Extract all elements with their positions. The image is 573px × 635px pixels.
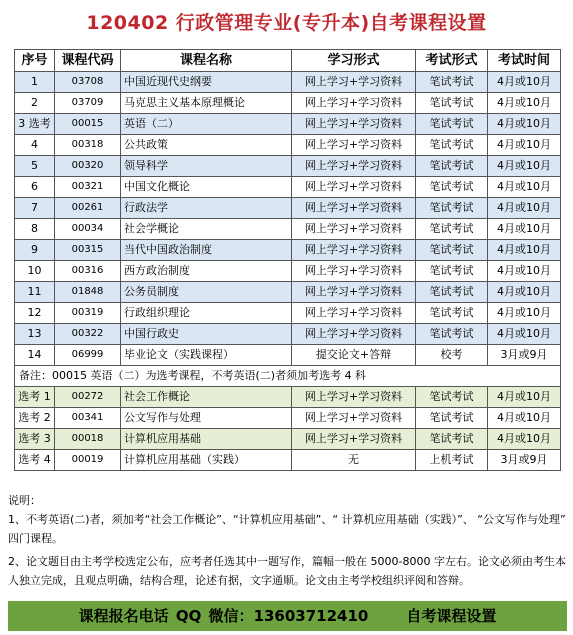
course-table	[14, 49, 561, 471]
cell-name: 西方政治制度	[121, 261, 292, 282]
cell-name: 领导科学	[121, 156, 292, 177]
cell-code: 06999	[55, 345, 121, 366]
cell-study: 网上学习+学习资料	[292, 198, 416, 219]
cell-time: 4月或10月	[488, 324, 561, 345]
elective-row	[15, 408, 561, 429]
cell-exam: 笔试考试	[416, 135, 488, 156]
cell-name: 计算机应用基础（实践）	[121, 450, 292, 471]
cell-time: 4月或10月	[488, 429, 561, 450]
cell-study: 网上学习+学习资料	[292, 387, 416, 408]
cell-code: 00320	[55, 156, 121, 177]
table-row	[15, 114, 561, 135]
cell-time: 4月或10月	[488, 156, 561, 177]
footer-label: 课程报名电话 QQ 微信：	[78, 607, 254, 625]
cell-time: 4月或10月	[488, 219, 561, 240]
explanation	[8, 491, 568, 590]
table-row	[15, 93, 561, 114]
cell-exam: 校考	[416, 345, 488, 366]
cell-exam: 笔试考试	[416, 72, 488, 93]
table-row	[15, 303, 561, 324]
table-row	[15, 261, 561, 282]
cell-code: 00319	[55, 303, 121, 324]
cell-exam: 上机考试	[416, 450, 488, 471]
elective-row	[15, 450, 561, 471]
cell-study: 网上学习+学习资料	[292, 303, 416, 324]
table-row	[15, 156, 561, 177]
cell-name: 公务员制度	[121, 282, 292, 303]
cell-name: 公文写作与处理	[121, 408, 292, 429]
cell-exam: 笔试考试	[416, 303, 488, 324]
cell-study: 网上学习+学习资料	[292, 408, 416, 429]
cell-exam: 笔试考试	[416, 429, 488, 450]
cell-code: 00015	[55, 114, 121, 135]
cell-time: 3月或9月	[488, 345, 561, 366]
cell-code: 00341	[55, 408, 121, 429]
cell-no: 6	[15, 177, 55, 198]
cell-name: 马克思主义基本原理概论	[121, 93, 292, 114]
cell-code: 00018	[55, 429, 121, 450]
explanation-heading: 说明：	[8, 494, 41, 507]
cell-code: 01848	[55, 282, 121, 303]
cell-code: 00315	[55, 240, 121, 261]
cell-name: 中国行政史	[121, 324, 292, 345]
cell-study: 网上学习+学习资料	[292, 219, 416, 240]
cell-no: 14	[15, 345, 55, 366]
cell-study: 网上学习+学习资料	[292, 240, 416, 261]
table-row	[15, 240, 561, 261]
cell-no: 7	[15, 198, 55, 219]
cell-no: 1	[15, 72, 55, 93]
cell-code: 00034	[55, 219, 121, 240]
note-row	[15, 366, 561, 387]
cell-no: 12	[15, 303, 55, 324]
header-no: 序号	[15, 50, 55, 72]
cell-code: 03709	[55, 93, 121, 114]
cell-code: 00272	[55, 387, 121, 408]
footer-tail: 自考课程设置	[406, 607, 497, 625]
table-row	[15, 219, 561, 240]
cell-exam: 笔试考试	[416, 93, 488, 114]
cell-code: 00322	[55, 324, 121, 345]
table-header-row	[15, 50, 561, 72]
cell-code: 00316	[55, 261, 121, 282]
table-row	[15, 324, 561, 345]
cell-study: 网上学习+学习资料	[292, 177, 416, 198]
cell-name: 中国文化概论	[121, 177, 292, 198]
cell-time: 4月或10月	[488, 282, 561, 303]
cell-no: 2	[15, 93, 55, 114]
cell-time: 4月或10月	[488, 240, 561, 261]
cell-exam: 笔试考试	[416, 282, 488, 303]
cell-no: 9	[15, 240, 55, 261]
cell-name: 行政法学	[121, 198, 292, 219]
cell-no: 5	[15, 156, 55, 177]
cell-name: 毕业论文（实践课程）	[121, 345, 292, 366]
cell-name: 社会工作概论	[121, 387, 292, 408]
header-name: 课程名称	[121, 50, 292, 72]
cell-exam: 笔试考试	[416, 177, 488, 198]
cell-study: 网上学习+学习资料	[292, 93, 416, 114]
cell-time: 4月或10月	[488, 387, 561, 408]
cell-study: 网上学习+学习资料	[292, 429, 416, 450]
cell-time: 4月或10月	[488, 114, 561, 135]
cell-time: 4月或10月	[488, 261, 561, 282]
cell-time: 4月或10月	[488, 72, 561, 93]
explanation-item-2: 2、论文题目由主考学校选定公布，应考者任选其中一题写作，篇幅一般在 5000-8000 字左右。论文必须由考生本人独立完成，且观点明确，结构合理，论述有据，文字通顺。论文由主考学校组织评阅和答辩。	[8, 555, 566, 587]
cell-no: 13	[15, 324, 55, 345]
note-text: 备注：00015 英语（二）为选考课程，不考英语(二)者须加考选考 4 科	[15, 366, 561, 387]
table-row	[15, 135, 561, 156]
cell-code: 00261	[55, 198, 121, 219]
cell-time: 4月或10月	[488, 177, 561, 198]
table-row	[15, 177, 561, 198]
table-row	[15, 345, 561, 366]
cell-exam: 笔试考试	[416, 408, 488, 429]
cell-name: 当代中国政治制度	[121, 240, 292, 261]
cell-study: 网上学习+学习资料	[292, 72, 416, 93]
cell-no: 10	[15, 261, 55, 282]
cell-no: 选考 3	[15, 429, 55, 450]
header-code: 课程代码	[55, 50, 121, 72]
cell-study: 无	[292, 450, 416, 471]
cell-no: 8	[15, 219, 55, 240]
cell-study: 网上学习+学习资料	[292, 282, 416, 303]
cell-name: 行政组织理论	[121, 303, 292, 324]
cell-time: 4月或10月	[488, 93, 561, 114]
cell-code: 00321	[55, 177, 121, 198]
cell-exam: 笔试考试	[416, 387, 488, 408]
cell-exam: 笔试考试	[416, 324, 488, 345]
cell-name: 计算机应用基础	[121, 429, 292, 450]
cell-exam: 笔试考试	[416, 114, 488, 135]
cell-exam: 笔试考试	[416, 198, 488, 219]
cell-time: 4月或10月	[488, 408, 561, 429]
cell-time: 3月或9月	[488, 450, 561, 471]
cell-code: 00318	[55, 135, 121, 156]
cell-no: 11	[15, 282, 55, 303]
cell-no: 选考 2	[15, 408, 55, 429]
elective-row	[15, 387, 561, 408]
cell-code: 03708	[55, 72, 121, 93]
header-study: 学习形式	[292, 50, 416, 72]
cell-study: 网上学习+学习资料	[292, 156, 416, 177]
cell-time: 4月或10月	[488, 198, 561, 219]
cell-name: 中国近现代史纲要	[121, 72, 292, 93]
cell-time: 4月或10月	[488, 303, 561, 324]
cell-study: 网上学习+学习资料	[292, 261, 416, 282]
elective-row	[15, 429, 561, 450]
cell-study: 提交论文+答辩	[292, 345, 416, 366]
table-row	[15, 72, 561, 93]
cell-name: 社会学概论	[121, 219, 292, 240]
cell-study: 网上学习+学习资料	[292, 324, 416, 345]
cell-code: 00019	[55, 450, 121, 471]
contact-footer	[8, 601, 567, 631]
explanation-item-1: 1、不考英语(二)者，须加考“社会工作概论”、“计算机应用基础”、“ 计算机应用基础（实践）”、 “公文写作与处理” 四门课程。	[8, 513, 566, 545]
cell-study: 网上学习+学习资料	[292, 114, 416, 135]
table-row	[15, 198, 561, 219]
cell-no: 3 选考	[15, 114, 55, 135]
cell-exam: 笔试考试	[416, 240, 488, 261]
cell-exam: 笔试考试	[416, 219, 488, 240]
footer-phone: 13603712410	[253, 607, 369, 625]
cell-name: 公共政策	[121, 135, 292, 156]
header-time: 考试时间	[488, 50, 561, 72]
page-title: 120402 行政管理专业(专升本)自考课程设置	[86, 12, 487, 34]
table-row	[15, 282, 561, 303]
cell-study: 网上学习+学习资料	[292, 135, 416, 156]
cell-time: 4月或10月	[488, 135, 561, 156]
cell-no: 选考 1	[15, 387, 55, 408]
cell-exam: 笔试考试	[416, 156, 488, 177]
header-exam: 考试形式	[416, 50, 488, 72]
cell-no: 4	[15, 135, 55, 156]
cell-exam: 笔试考试	[416, 261, 488, 282]
cell-name: 英语（二）	[121, 114, 292, 135]
cell-no: 选考 4	[15, 450, 55, 471]
